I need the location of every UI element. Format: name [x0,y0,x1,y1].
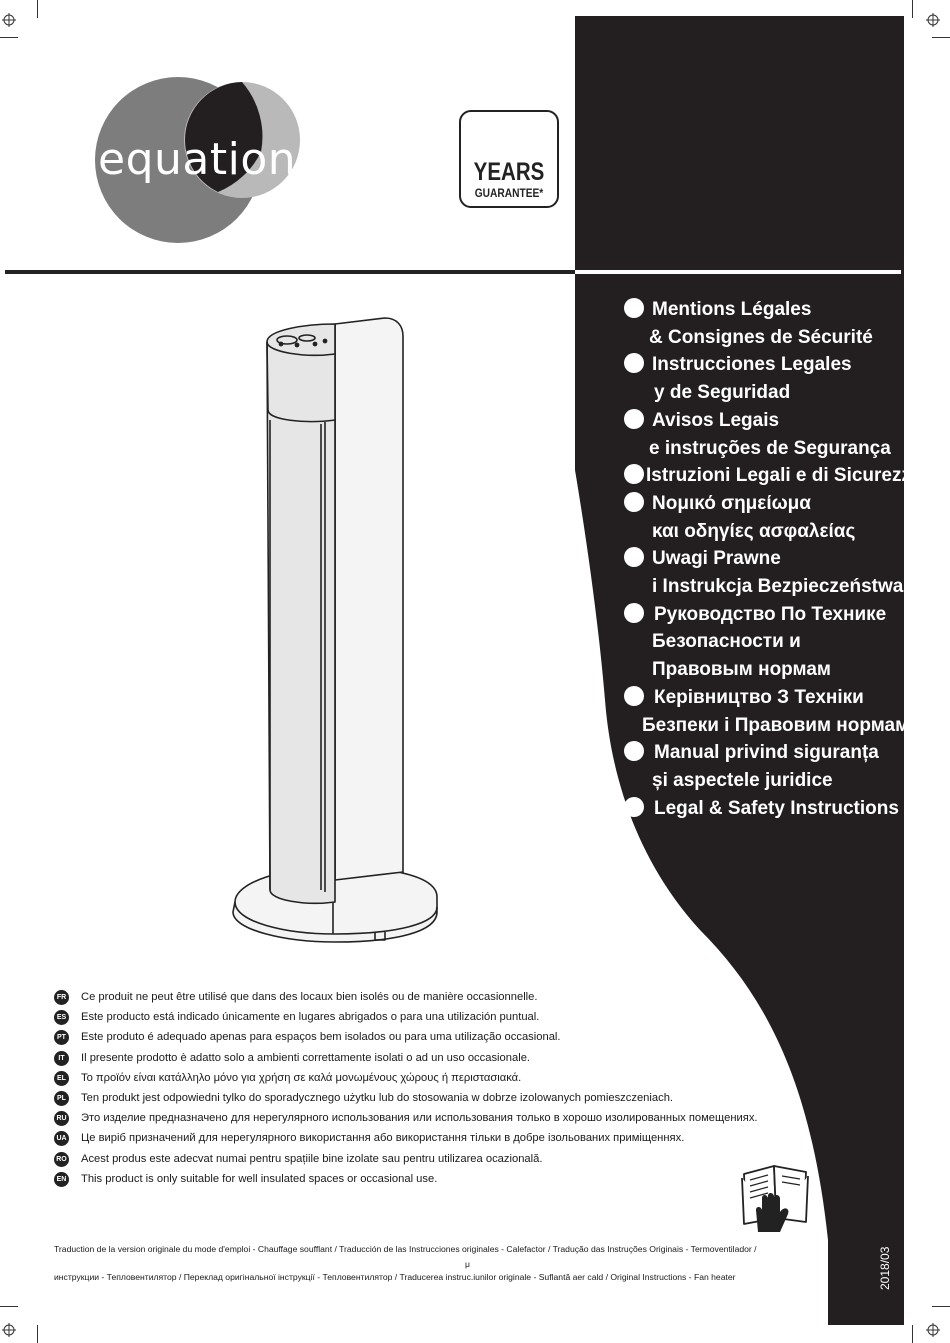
bullet-icon [624,353,644,373]
bullet-icon [624,492,644,512]
bullet-icon [624,464,644,484]
logo-wordmark: equation [98,134,297,185]
bullet-icon [624,298,644,318]
notice-ua: UA Це виріб призначений для нерегулярного використання або використання тільки в добре ізольованих приміщеннях. [54,1128,754,1148]
lang-title-fr: Mentions Légales & Consignes de Sécurité [624,296,924,351]
usage-notices [54,987,758,1189]
lang-title-pl: Uwagi Prawne i Instrukcja Bezpieczeństwa [624,545,924,600]
bullet-icon [624,547,644,567]
footer-translation-line-2: инструкции - Тепловентилятор / Переклад оригінальної інструкції - Тепловентилятор / Traducerea instruc.iunilor originale - Suflantă aer cald / Original Instructions - Fan heater [54,1272,736,1282]
lang-title-ro: Manual privind siguranța și aspectele juridice [624,739,924,794]
manual-hand-icon [740,1160,812,1232]
notice-pl: PL Ten produkt jest odpowiedni tylko do sporadycznego użytku lub do stosowania w dobrze izolowanych pomieszczeniach. [54,1088,754,1108]
guarantee-badge [459,110,559,208]
badge-guarantee: GUARANTEE* [474,186,544,200]
notice-en: EN This product is only suitable for well insulated spaces or occasional use. [54,1169,754,1189]
bullet-icon [624,686,644,706]
footer-translation-line-1: Traduction de la version originale du mode d'emploi - Chauffage soufflant / Traducción de las Instrucciones originales - Calefactor / Tradução das Instruções Originais - Termoventilador / [54,1244,757,1254]
notice-ro: RO Acest produs este adecvat numai pentru spațiile bine izolate sau pentru utilizarea ocazională. [54,1149,754,1169]
lang-title-ru: Руководство По Технике Безопасности и Правовым нормам [624,601,924,684]
lang-title-es: Instrucciones Legales y de Seguridad [624,351,924,406]
footer-mu: μ [465,1259,470,1269]
notice-it: IT Il presente prodotto è adatto solo a ambienti correttamente isolati o ad un uso occasionale. [54,1048,754,1068]
notice-fr: FR Ce produit ne peut être utilisé que dans des locaux bien isolés ou de manière occasionnelle. [54,987,754,1007]
notice-ru: RU Это изделие предназначено для нерегулярного использования или использования только в хорошо изолированных помещениях. [54,1108,754,1128]
divider-rule-light [575,270,901,274]
divider-rule [5,270,577,274]
edition-date: 2018/03 [878,1246,892,1290]
lang-title-it: Istruzioni Legali e di Sicurezza [624,462,924,490]
lang-title-pt: Avisos Legais e instruções de Segurança [624,407,924,462]
bullet-icon [624,797,644,817]
lang-title-el: Νομικό σημείωμα και οδηγίες ασφαλείας [624,490,924,545]
notice-es: ES Este producto está indicado únicamente en lugares abrigados o para una utilización puntual. [54,1007,754,1027]
lang-title-ua: Керівництво З Техніки Безпеки і Правовим нормам [624,684,924,739]
language-title-list [624,296,924,822]
tower-fan-heater-illustration [225,312,445,952]
badge-years: YEARS [473,158,545,186]
notice-pt: PT Este produto é adequado apenas para espaços bem isolados ou para uma utilização occasional. [54,1027,754,1047]
bullet-icon [624,409,644,429]
bullet-icon [624,741,644,761]
lang-title-en: Legal & Safety Instructions [624,795,924,823]
bullet-icon [624,603,644,623]
notice-el: EL Το προϊόν είναι κατάλληλο μόνο για χρήση σε καλά μονωμένους χώρους ή περιστασιακά. [54,1068,754,1088]
